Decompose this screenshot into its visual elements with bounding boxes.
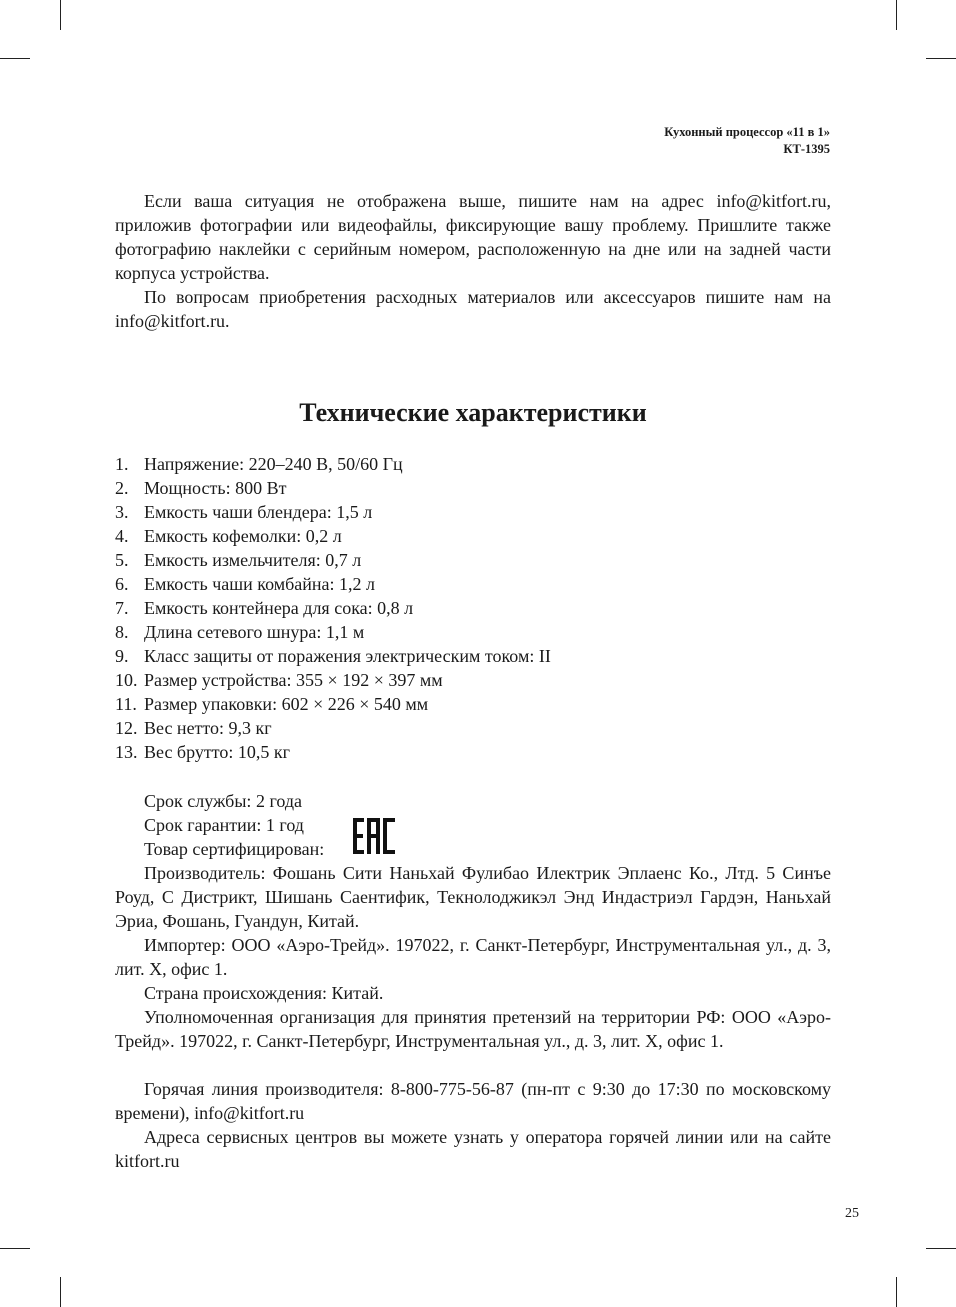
crop-mark-bottom-left: [60, 1277, 61, 1307]
spec-item: 5. Емкость измельчителя: 0,7 л: [115, 550, 362, 570]
intro-paragraph-1: [115, 189, 831, 285]
spec-item: 12. Вес нетто: 9,3 кг: [115, 718, 272, 738]
spec-item: 10. Размер устройства: 355 × 192 × 397 мм: [115, 670, 443, 690]
crop-mark-top-left: [60, 0, 61, 30]
intro-text-1: Если ваша ситуация не отображена выше, пишите нам на адрес info@kitfort.ru, приложив фотографии или видеофайлы, фиксирующие вашу проблему. Пришлите также фотографию наклейки с серийным номером, расположенную на дне или на задней части корпуса устройства.: [115, 191, 831, 283]
spec-item: 9. Класс защиты от поражения электрическим током: II: [115, 646, 551, 666]
crop-mark-top-right-h: [926, 58, 956, 59]
page-number: 25: [845, 1206, 859, 1221]
spec-item: 1. Напряжение: 220–240 В, 50/60 Гц: [115, 454, 403, 474]
spec-item: 7. Емкость контейнера для сока: 0,8 л: [115, 598, 414, 618]
crop-mark-bottom-right: [896, 1277, 897, 1307]
spec-item: 4. Емкость кофемолки: 0,2 л: [115, 526, 342, 546]
service-lifetime: Срок службы: 2 года: [144, 791, 303, 811]
spec-item: 2. Мощность: 800 Вт: [115, 478, 287, 498]
service-certified: Товар сертифицирован:: [144, 839, 325, 859]
eac-logo: [352, 816, 396, 856]
intro-paragraph-2: [115, 285, 831, 333]
crop-mark-top-left-h: [0, 58, 30, 59]
header-product-name: Кухонный процессор «11 в 1»: [664, 125, 830, 139]
spec-item: 6. Емкость чаши комбайна: 1,2 л: [115, 574, 376, 594]
spec-item: 8. Длина сетевого шнура: 1,1 м: [115, 622, 365, 642]
intro-text-2: По вопросам приобретения расходных материалов или аксессуаров пишите нам на info@kitfort.ru.: [115, 287, 831, 331]
spec-list: [115, 452, 831, 764]
spec-item: 13. Вес брутто: 10,5 кг: [115, 742, 290, 762]
authorized-org-paragraph: Уполномоченная организация для принятия претензий на территории РФ: ООО «Аэро-Трейд». 197022, г. Санкт-Петербург, Инструментальная ул., д. 3, лит. Х, офис 1.: [115, 1007, 831, 1051]
header-model: КТ-1395: [783, 142, 830, 156]
crop-mark-bottom-right-h: [926, 1248, 956, 1249]
manufacturer-paragraph: Производитель: Фошань Сити Наньхай Фулибао Илектрик Эплаенс Ко., Лтд. 5 Синъе Роуд, С Дистрикт, Шишань Саентифик, Текнолоджикэл Энд Индастриэл Гардэн, Наньхай Эриа, Фошань, Гуандун, Китай.: [115, 863, 831, 931]
service-warranty: Срок гарантии: 1 год: [144, 815, 304, 835]
spec-item: 11. Размер упаковки: 602 × 226 × 540 мм: [115, 694, 429, 714]
crop-mark-bottom-left-h: [0, 1248, 30, 1249]
hotline-paragraph: Горячая линия производителя: 8-800-775-56-87 (пн-пт с 9:30 до 17:30 по московскому времени), info@kitfort.ru: [115, 1079, 831, 1123]
service-centers-paragraph: Адреса сервисных центров вы можете узнать у оператора горячей линии или на сайте kitfort.ru: [115, 1127, 831, 1171]
section-title: Технические характеристики: [299, 398, 647, 427]
spec-item: 3. Емкость чаши блендера: 1,5 л: [115, 502, 373, 522]
crop-mark-top-right: [896, 0, 897, 30]
importer-paragraph: Импортер: ООО «Аэро-Трейд». 197022, г. Санкт-Петербург, Инструментальная ул., д. 3, лит. Х, офис 1.: [115, 935, 831, 979]
origin-paragraph: Страна происхождения: Китай.: [144, 983, 384, 1003]
running-header: [664, 124, 830, 158]
